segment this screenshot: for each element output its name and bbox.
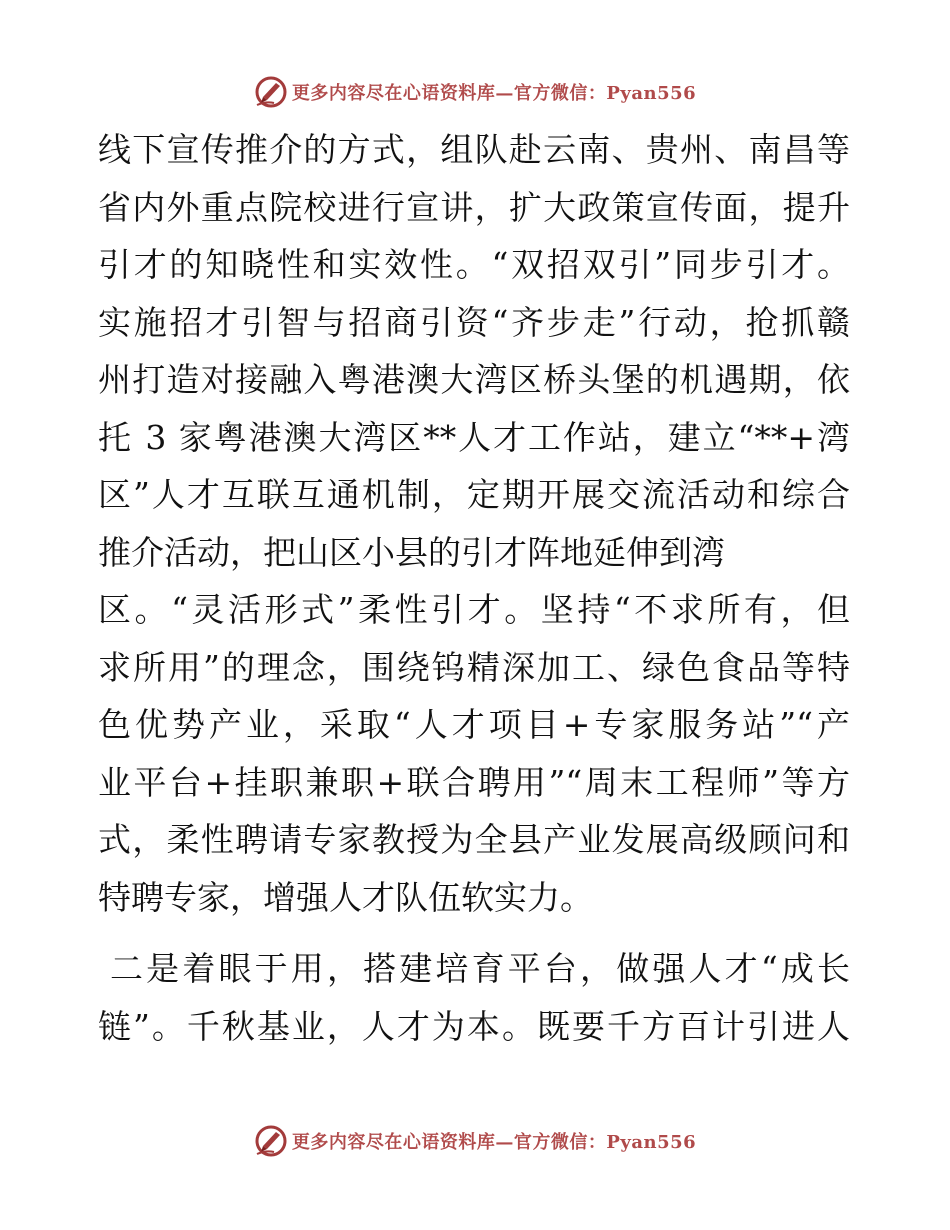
text-line: 实施招才引智与招商引资“齐步走”行动，抢抓赣 bbox=[98, 302, 850, 342]
header-banner bbox=[0, 72, 950, 112]
text-line: 色优势产业，采取“人才项目+专家服务站”“产 bbox=[98, 705, 850, 744]
header-text: 更多内容尽在心语资料库—官方微信：Pyan556 bbox=[291, 83, 697, 104]
text-line: 州打造对接融入粤港澳大湾区桥头堡的机遇期，依 bbox=[98, 360, 850, 399]
text-line: 推介活动，把山区小县的引才阵地延伸到湾 bbox=[98, 532, 725, 572]
text-line: 区。“灵活形式”柔性引才。坚持“不求所有，但 bbox=[98, 590, 850, 629]
text-line: 链”。千秋基业，人才为本。既要千方百计引进人 bbox=[98, 1006, 850, 1046]
text-line: 求所用”的理念，围绕钨精深加工、绿色食品等特 bbox=[98, 647, 850, 687]
text-line: 特聘专家，增强人才队伍软实力。 bbox=[98, 877, 593, 917]
text-line: 业平台+挂职兼职+联合聘用”“周末工程师”等方 bbox=[98, 762, 850, 802]
paragraph bbox=[98, 940, 850, 1055]
footer-banner bbox=[0, 1121, 950, 1161]
logo-icon bbox=[254, 75, 288, 109]
text-line: 线下宣传推介的方式，组队赴云南、贵州、南昌等 bbox=[98, 130, 850, 169]
paragraph bbox=[98, 121, 850, 926]
text-line: 托 3 家粤港澳大湾区**人才工作站，建立“**+湾 bbox=[98, 417, 850, 457]
text-line: 二是着眼于用，搭建培育平台，做强人才“成长 bbox=[110, 949, 850, 988]
text-line: 引才的知晓性和实效性。“双招双引”同步引才。 bbox=[98, 245, 850, 284]
text-line: 式，柔性聘请专家教授为全县产业发展高级顾问和 bbox=[98, 820, 850, 859]
document-body bbox=[98, 121, 850, 1055]
footer-text: 更多内容尽在心语资料库—官方微信：Pyan556 bbox=[291, 1132, 697, 1153]
text-line: 省内外重点院校进行宣讲，扩大政策宣传面，提升 bbox=[98, 187, 850, 227]
logo-icon bbox=[254, 1124, 288, 1158]
text-line: 区”人才互联互通机制，定期开展交流活动和综合 bbox=[98, 475, 850, 514]
